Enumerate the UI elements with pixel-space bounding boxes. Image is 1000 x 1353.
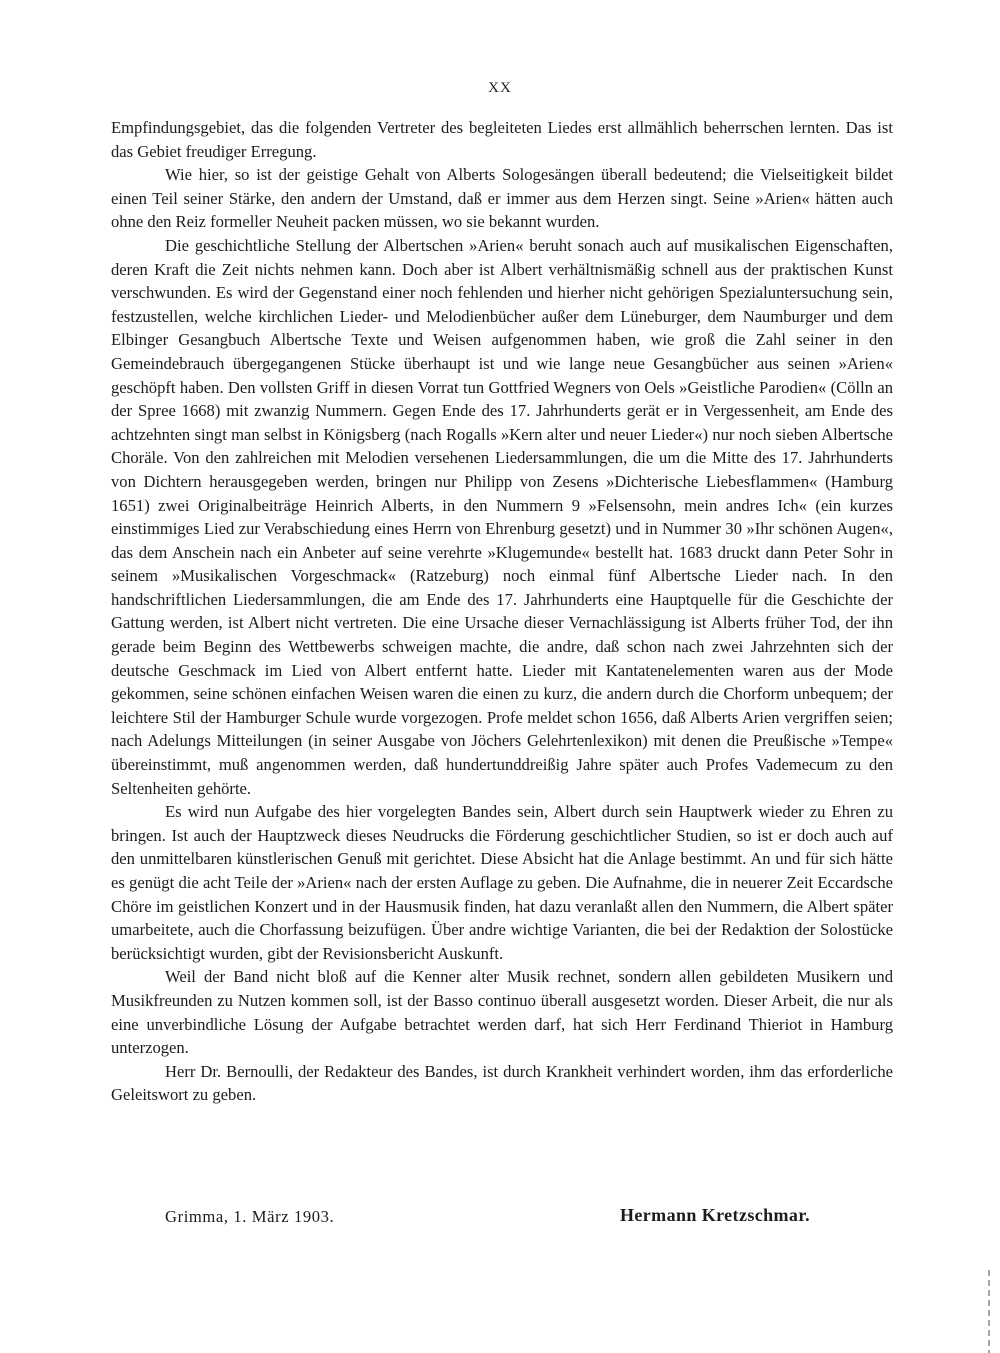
place-date: Grimma, 1. März 1903.: [165, 1207, 335, 1226]
paragraph: Empfindungsgebiet, das die folgenden Vertreter des begleiteten Liedes erst allmählich beherrschen lernten. Das ist das Gebiet freudiger Erregung.: [111, 118, 893, 161]
paragraph: Weil der Band nicht bloß auf die Kenner alter Musik rechnet, sondern allen gebildeten Musikern und Musikfreunden zu Nutzen kommen soll, ist der Basso continuo überall ausgesetzt worden. Dieser Arbeit, die nur als eine unverbindliche Lösung der Aufgabe betrachtet werden darf, hat sich Herr Ferdinand Thieriot in Hamburg unterzogen.: [111, 967, 893, 1058]
paragraph: Es wird nun Aufgabe des hier vorgelegten Bandes sein, Albert durch sein Hauptwerk wieder zu Ehren zu bringen. Ist auch der Hauptzweck dieses Neudrucks die Förderung geschichtlicher Studien, so ist er doch auch auf den unmittelbaren künstlerischen Genuß mit gerichtet. Diese Absicht hat die Anlage bestimmt. An und für sich hätte es genügt die acht Teile der »Arien« nach der ersten Auflage zu geben. Die Aufnahme, die in neuerer Zeit Eccardsche Chöre im geistlichen Konzert und in der Hausmusik finden, hat dazu veranlaßt allen den Nummern, die Albert später umarbeitete, auch die Chorfassung beizufügen. Über andre wichtige Varianten, die bei der Redaktion der Solostücke berücksichtigt wurden, gibt der Revisionsbericht Auskunft.: [111, 802, 893, 963]
author-name: Hermann Kretzschmar.: [620, 1205, 810, 1225]
signature-line: [165, 1205, 895, 1231]
page-number: XX: [488, 80, 512, 96]
body-text: [111, 116, 893, 1107]
scan-edge-mark: [988, 1270, 990, 1353]
paragraph: Wie hier, so ist der geistige Gehalt von Alberts Sologesängen überall bedeutend; die Vielseitigkeit bildet einen Teil seiner Stärke, den andern der Umstand, daß er immer aus dem Herzen singt. Seine »Arien« hätten auch ohne den Reiz formeller Neuheit packen müssen, wo sie bekannt wurden.: [111, 165, 893, 232]
paragraph: Herr Dr. Bernoulli, der Redakteur des Bandes, ist durch Krankheit verhindert worden, ihm das erforderliche Geleitswort zu geben.: [111, 1061, 893, 1105]
paragraph: Die geschichtliche Stellung der Albertschen »Arien« beruht sonach auch auf musikalischen Eigenschaften, deren Kraft die Zeit nichts nehmen kann. Doch aber ist Albert verhältnismäßig schnell aus der praktischen Kunst verschwunden. Es wird der Gegenstand einer noch fehlenden und hierher nicht gehörigen Spezialuntersuchung sein, festzustellen, welche kirchlichen Lieder- und Melodienbücher außer dem Lüneburger, dem Naumburger und dem Elbinger Gesangbuch Albertsche Texte und Weisen aufgenommen haben, wie groß die Zahl seiner in den Gemeindebrauch übergegangenen Stücke überhaupt ist und wie lange neue Gesangbücher aus seinen »Arien« geschöpft haben. Den vollsten Griff in diesen Vorrat tun Gottfried Wegners von Oels »Geistliche Parodien« (Cölln an der Spree 1668) mit zwanzig Nummern. Gegen Ende des 17. Jahrhunderts gerät er in Vergessenheit, am Ende des achtzehnten singt man selbst in Königsberg (nach Rogalls »Kern alter und neuer Lieder«) nur noch sieben Albertsche Choräle. Von den zahlreichen mit Melodien versehenen Liedersammlungen, die um die Mitte des 17. Jahrhunderts von Dichtern herausgegeben werden, bringen nur Philipp von Zesens »Dichterische Liebesflammen« (Hamburg 1651) zwei Originalbeiträge Heinrich Alberts, in den Nummern 9 »Felsensohn, mein andres Ich« (ein kurzes einstimmiges Lied zur Verabschiedung eines Herrn von Ehrenburg gesetzt) und in Nummer 30 »Ihr schönen Augen«, das dem Anschein nach ein Anbeter auf seine verehrte »Klugemunde« bestellt hat. 1683 druckt dann Peter Sohr in seinem »Musikalischen Vorgeschmack« (Ratzeburg) noch einmal fünf Albertsche Lieder nach. In den handschriftlichen Liedersammlungen, die am Ende des 17. Jahrhunderts eine Hauptquelle für die Geschichte der Gattung werden, ist Albert nicht vertreten. Die eine Ursache dieser Vernachlässigung ist Alberts früher Tod, der ihn gerade beim Beginn des Wettbewerbs schweigen machte, die andre, daß schon nach zwei Jahrzehnten sich der deutsche Geschmack im Lied von Albert entfernt hatte. Lieder mit Kantatenelementen waren aus der Mode gekommen, seine schönen einfachen Weisen waren die einen zu kurz, die andern durch die Chorform unbequem; der leichtere Stil der Hamburger Schule wurde vorgezogen. Profe meldet schon 1656, daß Alberts Arien vergriffen seien; nach Adelungs Mitteilungen (in seiner Ausgabe von Jöchers Gelehrtenlexikon) mit denen die Preußische »Tempe« übereinstimmt, muß angenommen werden, daß hundertunddreißig Jahre später auch Profes Vademecum zu den Seltenheiten gehörte.: [111, 235, 893, 798]
